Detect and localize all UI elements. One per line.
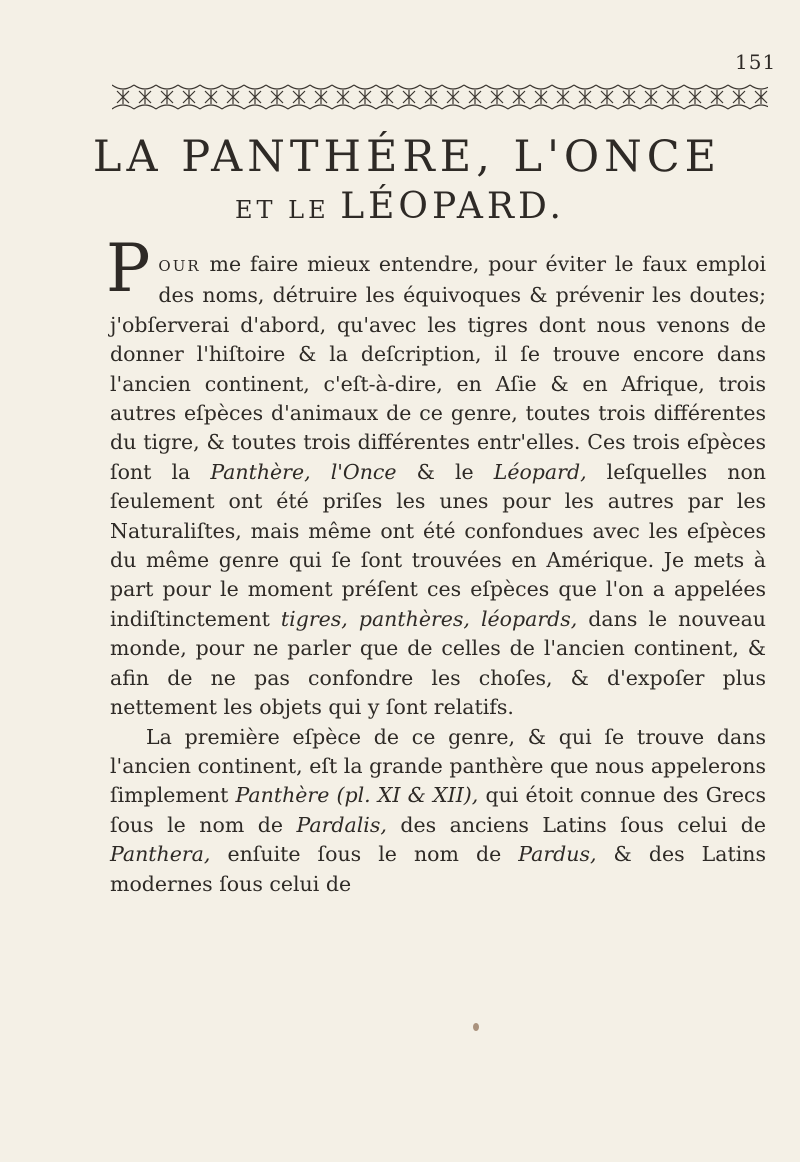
p2-italic-2: Pardalis, xyxy=(296,812,387,837)
p1-text-3: & le xyxy=(396,459,494,484)
p2-italic-4: Pardus, xyxy=(518,842,597,867)
subtitle-small: ET LE xyxy=(234,196,330,224)
page-subtitle xyxy=(0,186,800,231)
p1-text-5: dans le nouveau monde, pour ne parler que de celles de l'ancien continent, & afin de ne pas confondre les choſes, & d'expoſer plus nettement les objets qui y ſont relatifs. xyxy=(110,606,766,720)
page-number: 151 xyxy=(735,50,777,74)
p2-text-1: La première eſpèce de ce genre, & qui ſe trouve dans l'ancien continent, eſt la grande panthère que nous appelerons ſimplement xyxy=(110,724,766,808)
p2-italic-3: Panthera, xyxy=(110,842,211,867)
paragraph-2 xyxy=(110,723,766,899)
p1-italic-leopard: Léopard, xyxy=(493,459,587,484)
p1-italic-once: l'Once xyxy=(330,459,397,484)
ink-spot xyxy=(473,1023,479,1031)
p2-italic-1: Panthère (pl. XI & XII), xyxy=(235,783,479,808)
first-word: OUR xyxy=(158,257,201,275)
p1-italic-names: tigres, panthères, léopards, xyxy=(280,606,578,631)
page-title: LA PANTHÉRE, L'ONCE xyxy=(92,132,722,182)
p2-text-2: qui étoit connue des Grecs ſous le nom de xyxy=(110,783,767,837)
p1-italic-panthere: Panthère, xyxy=(210,459,311,484)
subtitle-big: LÉOPARD. xyxy=(340,186,565,227)
p2-text-3: des anciens Latins ſous celui de xyxy=(386,812,766,837)
decorative-header-ornament xyxy=(112,79,768,115)
p2-text-4: enſuite ſous le nom de xyxy=(210,842,519,867)
body-text xyxy=(106,230,767,899)
p1-text-4: leſquelles non ſeulement ont été priſes les unes pour les autres par les Naturaliſtes, mais même ont été confondues avec les eſpèces du même genre qui ſe ſont trouvées en Amérique. Je mets à part pour le moment préſent ces eſpèces que l'on a appelées indiſtinctement xyxy=(110,459,766,631)
drop-cap: P xyxy=(106,230,151,307)
p1-text-1: me faire mieux entendre, pour éviter le faux emploi des noms, détruire les équivoques & prévenir les doutes; j'obſerverai d'abord, qu'avec les tigres dont nous venons de donner l'hiſtoire & la deſcription, il ſe trouve encore dans l'ancien continent, c'eſt-à-dire, en Aſie & en Afrique, trois autres eſpèces d'animaux de ce genre, toutes trois différentes du tigre, & toutes trois différentes entr'elles. Ces trois eſpèces ſont la xyxy=(110,252,766,484)
p1-text-2 xyxy=(311,460,331,484)
paragraph-1 xyxy=(106,230,766,723)
p2-text-5: & des Latins modernes ſous celui de xyxy=(110,842,766,896)
